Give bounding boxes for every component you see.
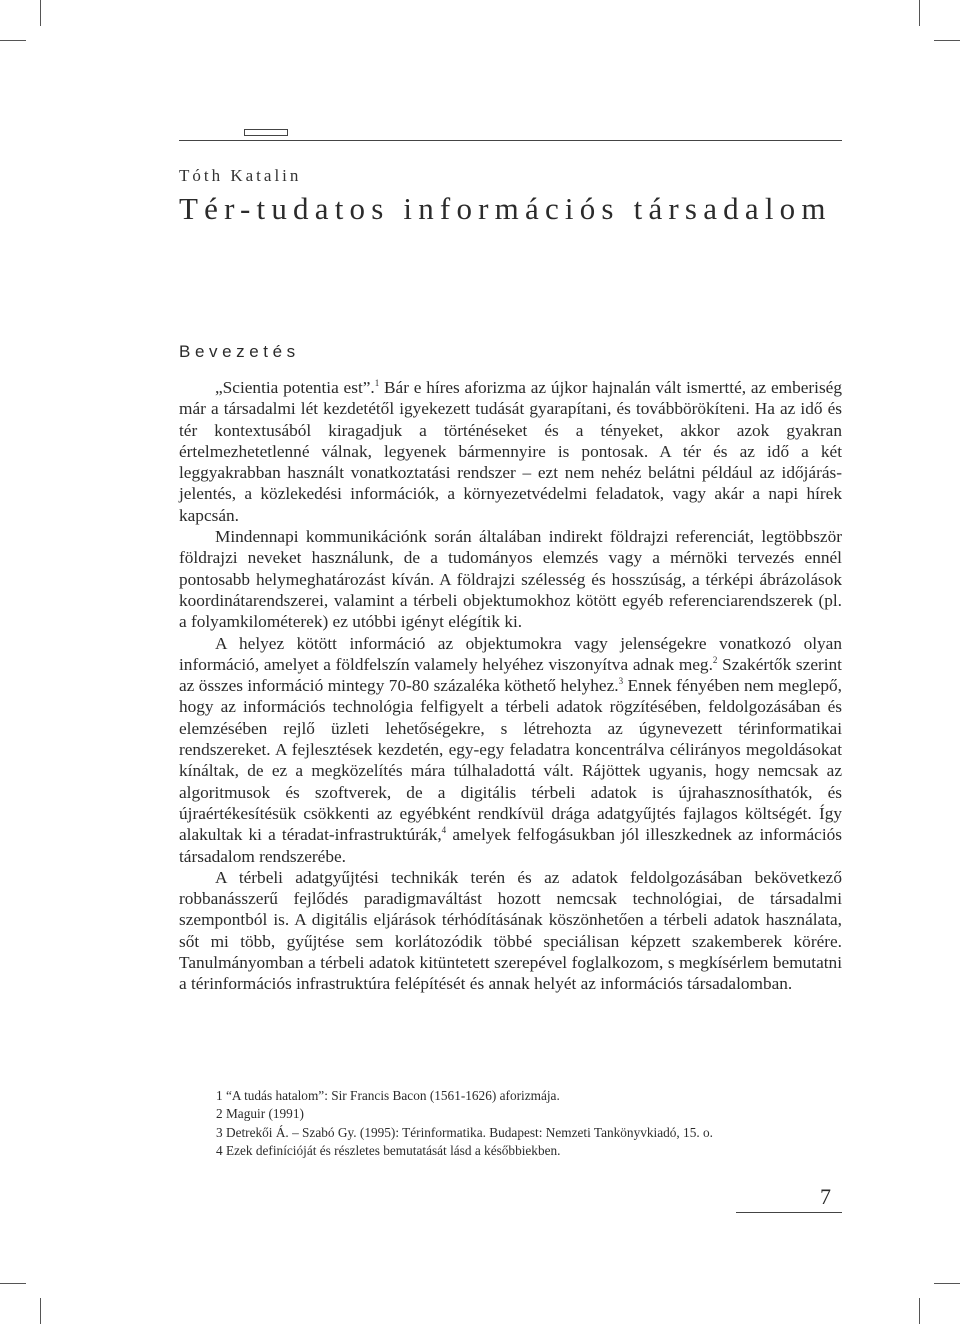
header-tab-mark (244, 129, 288, 136)
paragraph (179, 526, 842, 632)
paragraph (179, 377, 842, 526)
footnote-reference: 1 (374, 378, 380, 388)
footnote: 4 Ezek definícióját és részletes bemutatását lásd a későbbiekben. (216, 1143, 561, 1159)
paragraph-text: Bár e híres aforizma az újkor hajnalán vált ismertté, az emberiség már a társadalmi lét kezdetétől igyekezett tudását gyarapítani, és továbbörökíteni. Ha az idő és tér kontextusából kiragadjuk a történéseket és a tényeket, akkor azok gyakran értelmezhetetlenné válnak, legyenek bármennyire is pontosak. A tér és az idő a két leggyakrabban használt vonatkoztatási rendszer – ezt nem nehéz belátni például az időjárás-jelentés, a közlekedési információk, a környezetvédelmi feladatok, vagy akár a napi hírek kapcsán. (179, 378, 842, 525)
section-heading: Bevezetés (179, 342, 300, 361)
footnote-reference: 4 (441, 825, 447, 836)
footer-rule (736, 1212, 842, 1213)
crop-mark (40, 1298, 41, 1324)
paragraph (179, 867, 842, 995)
footnote: 1 “A tudás hatalom”: Sir Francis Bacon (1561-1626) aforizmája. (216, 1088, 560, 1103)
article-title: Tér-tudatos információs társadalom (179, 191, 832, 226)
body-text (179, 377, 842, 995)
footnotes (216, 1087, 836, 1161)
crop-mark (0, 1283, 26, 1284)
footnote-reference: 2 (712, 654, 718, 665)
crop-mark (919, 0, 920, 26)
crop-mark (934, 40, 960, 41)
paragraph-text: A helyez kötött információ az objektumokra vagy jelenségekre vonatkozó olyan információ, amelyet a földfelszín valamely helyéhez viszonyítva adnak meg. (179, 633, 842, 674)
paragraph-text: Ennek fényében nem meglepő, hogy az információs technológia felfigyelt a térbeli adatok rögzítésében, feldolgozásában és elemzésében rejlő üzleti lehetőségekre, s létrehozta az úgynevezett térinformatikai rendszereket. A fejlesztések kezdetén, egy-egy feladatra koncentrálva célirányos megoldásokat kínáltak, de ez a megközelítés mára túlhaladottá vált. Rájöttek ugyanis, hogy nemcsak az algoritmusok és szoftverek, de a digitális térbeli adatok is újrahasznosíthatók, és újraértékesítésük csökkenti az egyébként rendkívül drága adatgyűjtés fajlagos költségét. Így alakultak ki a téradat-infrastruktúrák, (179, 676, 842, 845)
header-rule (179, 140, 842, 141)
crop-mark (0, 40, 26, 41)
footnote: 2 Maguir (1991) (216, 1106, 304, 1122)
footnote: 3 Detrekői Á. – Szabó Gy. (1995): Térinformatika. Budapest: Nemzeti Tankönyvkiadó, 15. o. (216, 1124, 713, 1140)
footnote-reference: 3 (618, 676, 624, 687)
paragraph-text: „Scientia potentia est”. (215, 378, 375, 397)
paragraph-text: A térbeli adatgyűjtési technikák terén és az adatok feldolgozásában bekövetkező robbanásszerű fejlődés paradigmaváltást hozott nemcsak technológiai, de társadalmi szempontból is. A digitális eljárások térhódításának köszönhetően a térbeli adatok használata, sőt mi több, gyűjtése sem korlátozódik többé speciálisan képzett szakemberek körére. Tanulmányomban a térbeli adatok kitüntetett szerepével foglalkozom, s megkísérlem bemutatni a térinformációs infrastruktúra felépítését és annak helyét az információs társadalomban. (179, 867, 842, 994)
paragraph-text: Szakértők szerint az összes információ mintegy 70-80 százaléka köthető helyhez. (179, 654, 842, 696)
paragraph-text: amelyek felfogásukban jól illeszkednek az információs társadalom rendszerébe. (179, 825, 842, 866)
paragraph (179, 633, 842, 867)
crop-mark (919, 1298, 920, 1324)
crop-mark (40, 0, 41, 26)
paragraph-text: Mindennapi kommunikációnk során általában indirekt földrajzi referenciát, legtöbbször földrajzi neveket használunk, de a tudományos elemzés vagy a mérnöki tervezés ennél pontosabb helymeghatározást kíván. A földrajzi szélesség és hosszúság, a térképi ábrázolások koordinátarendszerei, valamint a térbeli objektumokhoz kötött egyéb referenciarendszerek (pl. a folyamkilométerek) ez utóbbi igényt elégítik ki. (179, 527, 842, 632)
author-name: Tóth Katalin (179, 166, 302, 185)
page-number: 7 (820, 1184, 831, 1209)
crop-mark (934, 1283, 960, 1284)
